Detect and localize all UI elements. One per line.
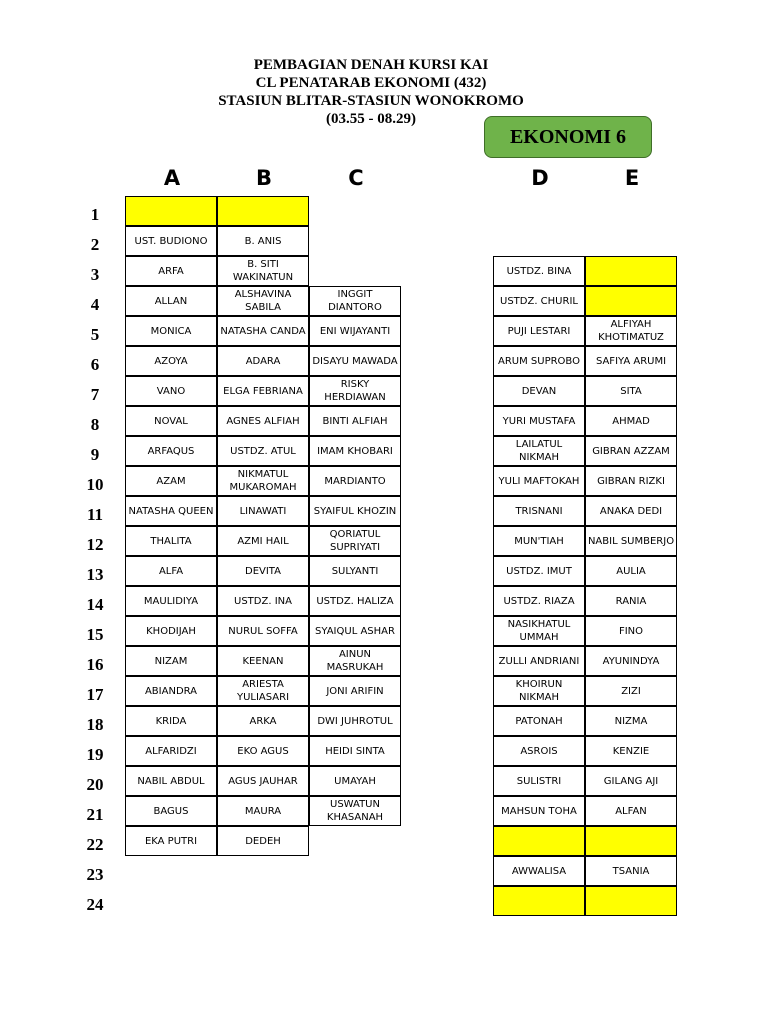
row-number: 16 bbox=[86, 655, 104, 674]
seat-cell: MAULIDIYA bbox=[125, 586, 217, 616]
seat-cell: AGNES ALFIAH bbox=[217, 406, 309, 436]
seat-cell: MAHSUN TOHA bbox=[493, 796, 585, 826]
seat-cell: USTDZ. IMUT bbox=[493, 556, 585, 586]
row-number: 24 bbox=[86, 895, 104, 914]
seat-cell: LINAWATI bbox=[217, 496, 309, 526]
column-header-e: E bbox=[624, 166, 640, 190]
title-line-1: PEMBAGIAN DENAH KURSI KAI bbox=[253, 57, 489, 73]
seat-cell: AINUN MASRUKAH bbox=[309, 646, 401, 676]
column-header-b: B bbox=[255, 166, 272, 190]
seat-cell: SYAIQUL ASHAR bbox=[309, 616, 401, 646]
seat-cell: NIZAM bbox=[125, 646, 217, 676]
seat-empty-highlighted bbox=[493, 826, 585, 856]
seat-cell: UMAYAH bbox=[309, 766, 401, 796]
row-number: 12 bbox=[86, 535, 104, 554]
seat-cell: B. SITI WAKINATUN bbox=[217, 256, 309, 286]
seat-cell: ASROIS bbox=[493, 736, 585, 766]
seat-cell: ZIZI bbox=[585, 676, 677, 706]
seat-cell: YULI MAFTOKAH bbox=[493, 466, 585, 496]
seat-cell: NASIKHATUL UMMAH bbox=[493, 616, 585, 646]
seat-cell: THALITA bbox=[125, 526, 217, 556]
seat-cell: AZOYA bbox=[125, 346, 217, 376]
seat-cell: MUN'TIAH bbox=[493, 526, 585, 556]
seat-cell: GILANG AJI bbox=[585, 766, 677, 796]
seat-cell: AZAM bbox=[125, 466, 217, 496]
title-line-4: (03.55 - 08.29) bbox=[326, 111, 416, 127]
row-number: 7 bbox=[90, 385, 100, 404]
seat-cell: USTDZ. CHURIL bbox=[493, 286, 585, 316]
row-number: 15 bbox=[86, 625, 104, 644]
row-number: 18 bbox=[86, 715, 104, 734]
seat-cell: NIKMATUL MUKAROMAH bbox=[217, 466, 309, 496]
seat-cell: MAURA bbox=[217, 796, 309, 826]
seat-cell: ALFIYAH KHOTIMATUZ bbox=[585, 316, 677, 346]
seat-cell: KHOIRUN NIKMAH bbox=[493, 676, 585, 706]
seat-cell: ALFA bbox=[125, 556, 217, 586]
seat-cell: VANO bbox=[125, 376, 217, 406]
seat-cell: DEVAN bbox=[493, 376, 585, 406]
seat-empty-highlighted bbox=[585, 286, 677, 316]
row-number: 14 bbox=[86, 595, 104, 614]
title-line-2: CL PENATARAB EKONOMI (432) bbox=[255, 75, 487, 91]
seat-cell: GIBRAN AZZAM bbox=[585, 436, 677, 466]
seat-cell: B. ANIS bbox=[217, 226, 309, 256]
seat-cell: NOVAL bbox=[125, 406, 217, 436]
seat-cell: USTDZ. RIAZA bbox=[493, 586, 585, 616]
seat-cell: DEVITA bbox=[217, 556, 309, 586]
seat-cell: ALLAN bbox=[125, 286, 217, 316]
seat-cell: MARDIANTO bbox=[309, 466, 401, 496]
seat-cell: AGUS JAUHAR bbox=[217, 766, 309, 796]
seat-cell: AWWALISA bbox=[493, 856, 585, 886]
seat-cell: USWATUN KHASANAH bbox=[309, 796, 401, 826]
column-header-d: D bbox=[531, 166, 549, 190]
row-number: 2 bbox=[90, 235, 100, 254]
row-number: 6 bbox=[90, 355, 100, 374]
seat-cell: ZULLI ANDRIANI bbox=[493, 646, 585, 676]
seat-cell: INGGIT DIANTORO bbox=[309, 286, 401, 316]
row-number: 23 bbox=[86, 865, 104, 884]
seat-cell: KENZIE bbox=[585, 736, 677, 766]
seat-cell: RANIA bbox=[585, 586, 677, 616]
seat-cell: MONICA bbox=[125, 316, 217, 346]
row-number: 5 bbox=[90, 325, 100, 344]
row-number: 4 bbox=[90, 295, 100, 314]
seat-cell: ARUM SUPROBO bbox=[493, 346, 585, 376]
row-number: 9 bbox=[90, 445, 100, 464]
row-number: 11 bbox=[86, 505, 104, 524]
seat-cell: NURUL SOFFA bbox=[217, 616, 309, 646]
seat-cell: KHODIJAH bbox=[125, 616, 217, 646]
seat-cell: LAILATUL NIKMAH bbox=[493, 436, 585, 466]
seat-cell: FINO bbox=[585, 616, 677, 646]
seat-cell: ARFAQUS bbox=[125, 436, 217, 466]
seat-cell: ALSHAVINA SABILA bbox=[217, 286, 309, 316]
row-number: 10 bbox=[86, 475, 104, 494]
seat-cell: PATONAH bbox=[493, 706, 585, 736]
seat-empty-highlighted bbox=[217, 196, 309, 226]
seat-cell: BAGUS bbox=[125, 796, 217, 826]
seat-cell: UST. BUDIONO bbox=[125, 226, 217, 256]
seat-cell: DWI JUHROTUL bbox=[309, 706, 401, 736]
row-number: 21 bbox=[86, 805, 104, 824]
seat-cell: NATASHA CANDA bbox=[217, 316, 309, 346]
seat-cell: SULYANTI bbox=[309, 556, 401, 586]
seat-cell: USTDZ. BINA bbox=[493, 256, 585, 286]
coach-badge: EKONOMI 6 bbox=[484, 116, 652, 158]
row-number: 13 bbox=[86, 565, 104, 584]
seat-cell: ALFAN bbox=[585, 796, 677, 826]
title-line-3: STASIUN BLITAR-STASIUN WONOKROMO bbox=[218, 93, 524, 109]
seat-cell: KEENAN bbox=[217, 646, 309, 676]
row-number: 20 bbox=[86, 775, 104, 794]
seat-empty-highlighted bbox=[125, 196, 217, 226]
column-header-c: C bbox=[348, 166, 364, 190]
seat-cell: ARIESTA YULIASARI bbox=[217, 676, 309, 706]
seat-cell: BINTI ALFIAH bbox=[309, 406, 401, 436]
seat-cell: SITA bbox=[585, 376, 677, 406]
seat-cell: USTDZ. ATUL bbox=[217, 436, 309, 466]
seat-cell: ARKA bbox=[217, 706, 309, 736]
seat-cell: USTDZ. INA bbox=[217, 586, 309, 616]
row-number: 22 bbox=[86, 835, 104, 854]
seat-cell: SULISTRI bbox=[493, 766, 585, 796]
seat-cell: IMAM KHOBARI bbox=[309, 436, 401, 466]
seat-cell: TRISNANI bbox=[493, 496, 585, 526]
seat-cell: RISKY HERDIAWAN bbox=[309, 376, 401, 406]
seat-cell: ARFA bbox=[125, 256, 217, 286]
row-number: 8 bbox=[90, 415, 100, 434]
seat-cell: DISAYU MAWADA bbox=[309, 346, 401, 376]
seat-cell: KRIDA bbox=[125, 706, 217, 736]
seat-cell: QORIATUL SUPRIYATI bbox=[309, 526, 401, 556]
column-header-a: A bbox=[163, 166, 181, 190]
seat-cell: AHMAD bbox=[585, 406, 677, 436]
seat-cell: SAFIYA ARUMI bbox=[585, 346, 677, 376]
seat-cell: HEIDI SINTA bbox=[309, 736, 401, 766]
seat-cell: EKO AGUS bbox=[217, 736, 309, 766]
seat-empty-highlighted bbox=[493, 886, 585, 916]
seat-empty-highlighted bbox=[585, 826, 677, 856]
seat-cell: NABIL ABDUL bbox=[125, 766, 217, 796]
seat-cell: ABIANDRA bbox=[125, 676, 217, 706]
seat-cell: YURI MUSTAFA bbox=[493, 406, 585, 436]
seat-empty-highlighted bbox=[585, 256, 677, 286]
seat-cell: SYAIFUL KHOZIN bbox=[309, 496, 401, 526]
row-number: 19 bbox=[86, 745, 104, 764]
seat-cell: AYUNINDYA bbox=[585, 646, 677, 676]
seat-cell: NABIL SUMBERJO bbox=[585, 526, 677, 556]
row-number: 3 bbox=[90, 265, 100, 284]
row-number: 17 bbox=[86, 685, 104, 704]
seat-cell: GIBRAN RIZKI bbox=[585, 466, 677, 496]
seat-cell: DEDEH bbox=[217, 826, 309, 856]
seat-cell: AULIA bbox=[585, 556, 677, 586]
seat-empty-highlighted bbox=[585, 886, 677, 916]
row-number: 1 bbox=[90, 205, 100, 224]
seat-cell: USTDZ. HALIZA bbox=[309, 586, 401, 616]
seat-cell: ANAKA DEDI bbox=[585, 496, 677, 526]
seat-cell: AZMI HAIL bbox=[217, 526, 309, 556]
seat-cell: JONI ARIFIN bbox=[309, 676, 401, 706]
seat-cell: TSANIA bbox=[585, 856, 677, 886]
seat-cell: EKA PUTRI bbox=[125, 826, 217, 856]
seat-cell: NATASHA QUEEN bbox=[125, 496, 217, 526]
seat-cell: ENI WIJAYANTI bbox=[309, 316, 401, 346]
seat-cell: PUJI LESTARI bbox=[493, 316, 585, 346]
seat-cell: NIZMA bbox=[585, 706, 677, 736]
seat-cell: ELGA FEBRIANA bbox=[217, 376, 309, 406]
seat-cell: ALFARIDZI bbox=[125, 736, 217, 766]
seat-cell: ADARA bbox=[217, 346, 309, 376]
